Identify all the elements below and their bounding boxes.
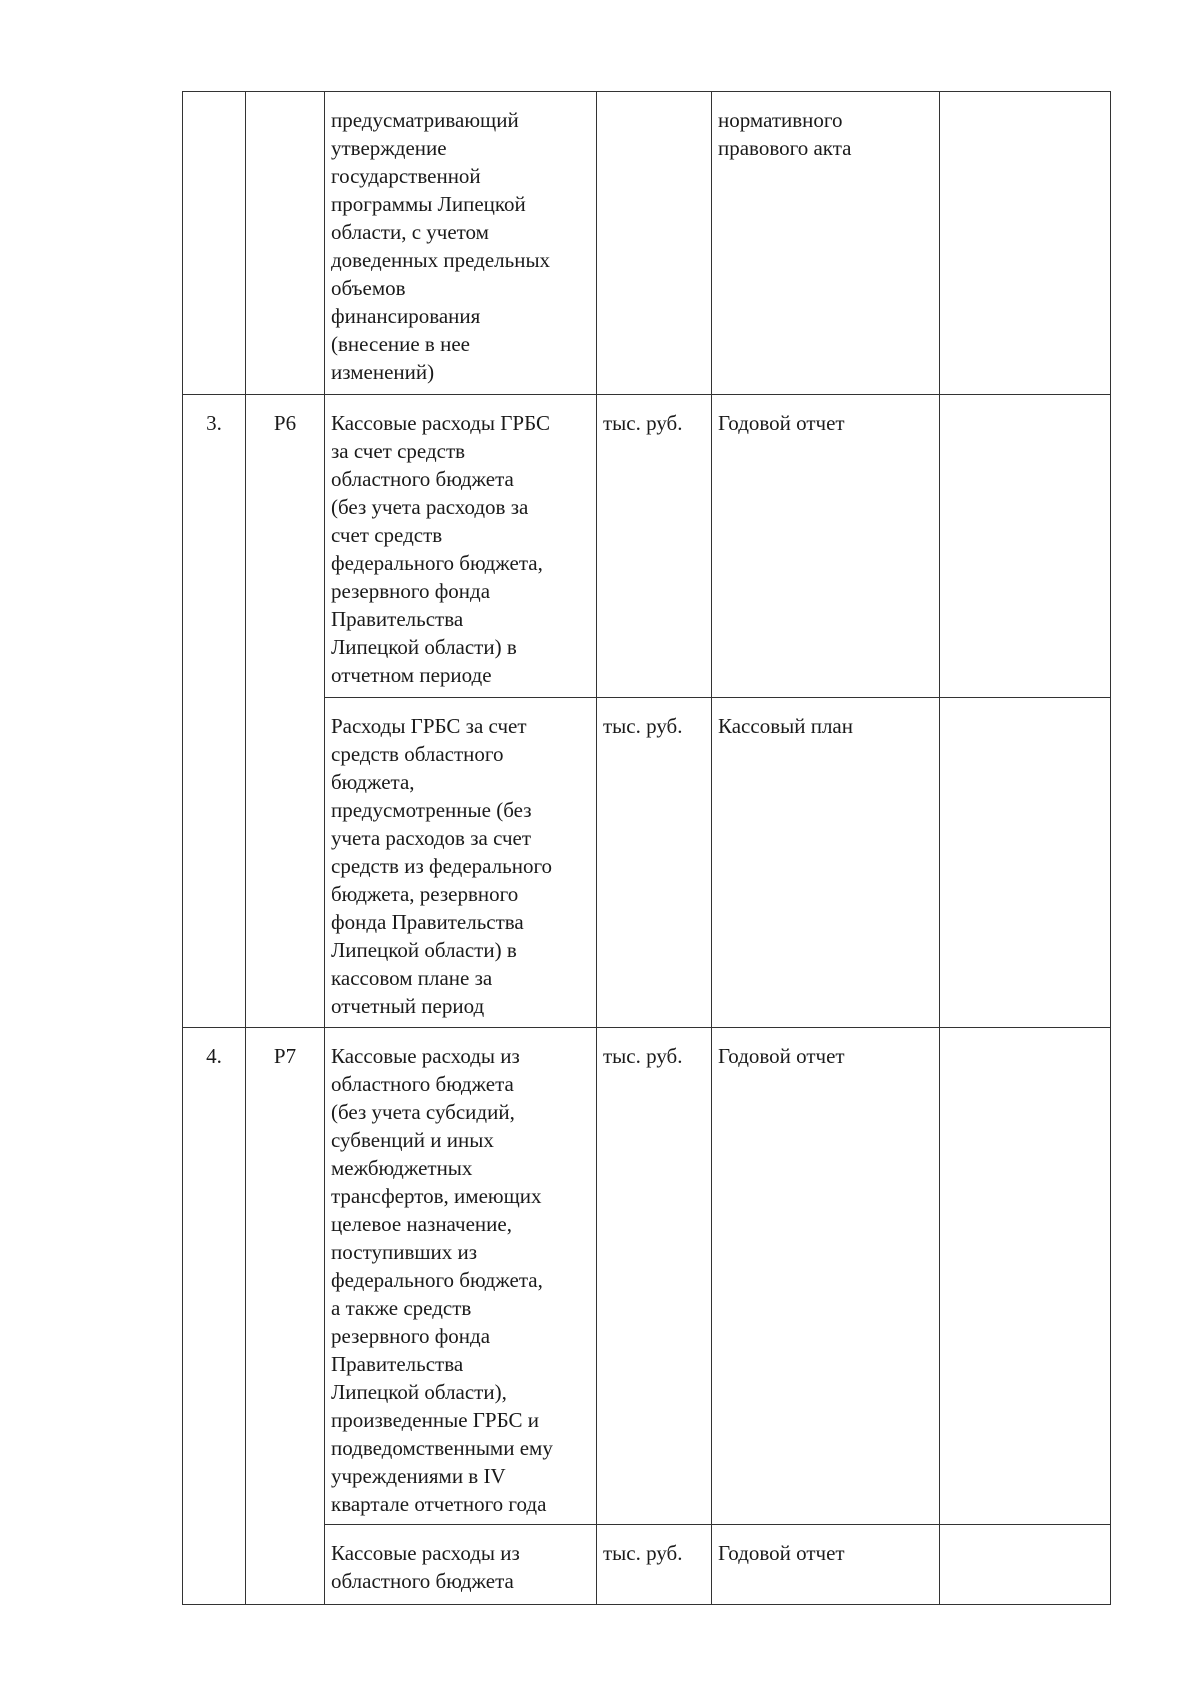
unit-cell [597,92,712,395]
note-cell [940,1525,1111,1605]
indicator-description: предусматривающий утверждение государственной программы Липецкой области, с учетом доведенных предельных объемов финансирования (внесение в нее изменений) [331,108,551,384]
unit: тыс. руб. [603,411,683,435]
indicator-code-cell [246,92,325,395]
indicator-description: Расходы ГРБС за счет средств областного бюджета, предусмотренные (без учета расходов за счет средств из федерального бюджета, резервного фонда Правительства Липецкой области) в кассовом плане за отчетный период [331,714,553,1018]
source-cell [712,698,940,1028]
unit: тыс. руб. [603,1044,683,1068]
note-cell [940,395,1111,698]
source-cell [712,92,940,395]
indicator-code-cell [246,395,325,1028]
unit-cell [597,698,712,1028]
note-cell [940,698,1111,1028]
indicator-description: Кассовые расходы из областного бюджета (без учета субсидий, субвенций и иных межбюджетных трансфертов, имеющих целевое назначение, поступивших из федерального бюджета, а также средств резервного фонда Правительства Липецкой области), произведенные ГРБС и подведомственными ему учреждениями в IV квартале отчетного года [331,1044,553,1516]
data-source: Кассовый план [718,714,853,738]
row-number: 4. [206,1044,222,1068]
row-number-cell [183,395,246,1028]
indicator-description: Кассовые расходы ГРБС за счет средств областного бюджета (без учета расходов за счет средств федерального бюджета, резервного фонда Правительства Липецкой области) в отчетном периоде [331,411,551,687]
indicator-description-cell [325,1028,597,1525]
indicator-code-cell [246,1028,325,1605]
indicator-code: Р6 [273,411,297,435]
data-source: Годовой отчет [718,1541,845,1565]
table-row [183,395,1111,698]
table-row [183,1028,1111,1525]
indicator-code: Р7 [273,1044,297,1068]
indicator-description: Кассовые расходы из областного бюджета [331,1541,520,1593]
unit-cell [597,1028,712,1525]
indicator-description-cell [325,395,597,698]
indicator-description-cell [325,92,597,395]
note-cell [940,92,1111,395]
source-cell [712,1028,940,1525]
note-cell [940,1028,1111,1525]
table-row [183,92,1111,395]
unit-cell [597,395,712,698]
row-number-cell [183,92,246,395]
row-number-cell [183,1028,246,1605]
unit: тыс. руб. [603,1541,683,1565]
source-cell [712,395,940,698]
indicators-table [182,91,1111,1605]
unit-cell [597,1525,712,1605]
data-source: нормативного правового акта [718,108,852,160]
indicator-description-cell [325,1525,597,1605]
data-source: Годовой отчет [718,411,845,435]
row-number: 3. [206,411,222,435]
indicator-description-cell [325,698,597,1028]
source-cell [712,1525,940,1605]
data-source: Годовой отчет [718,1044,845,1068]
unit: тыс. руб. [603,714,683,738]
